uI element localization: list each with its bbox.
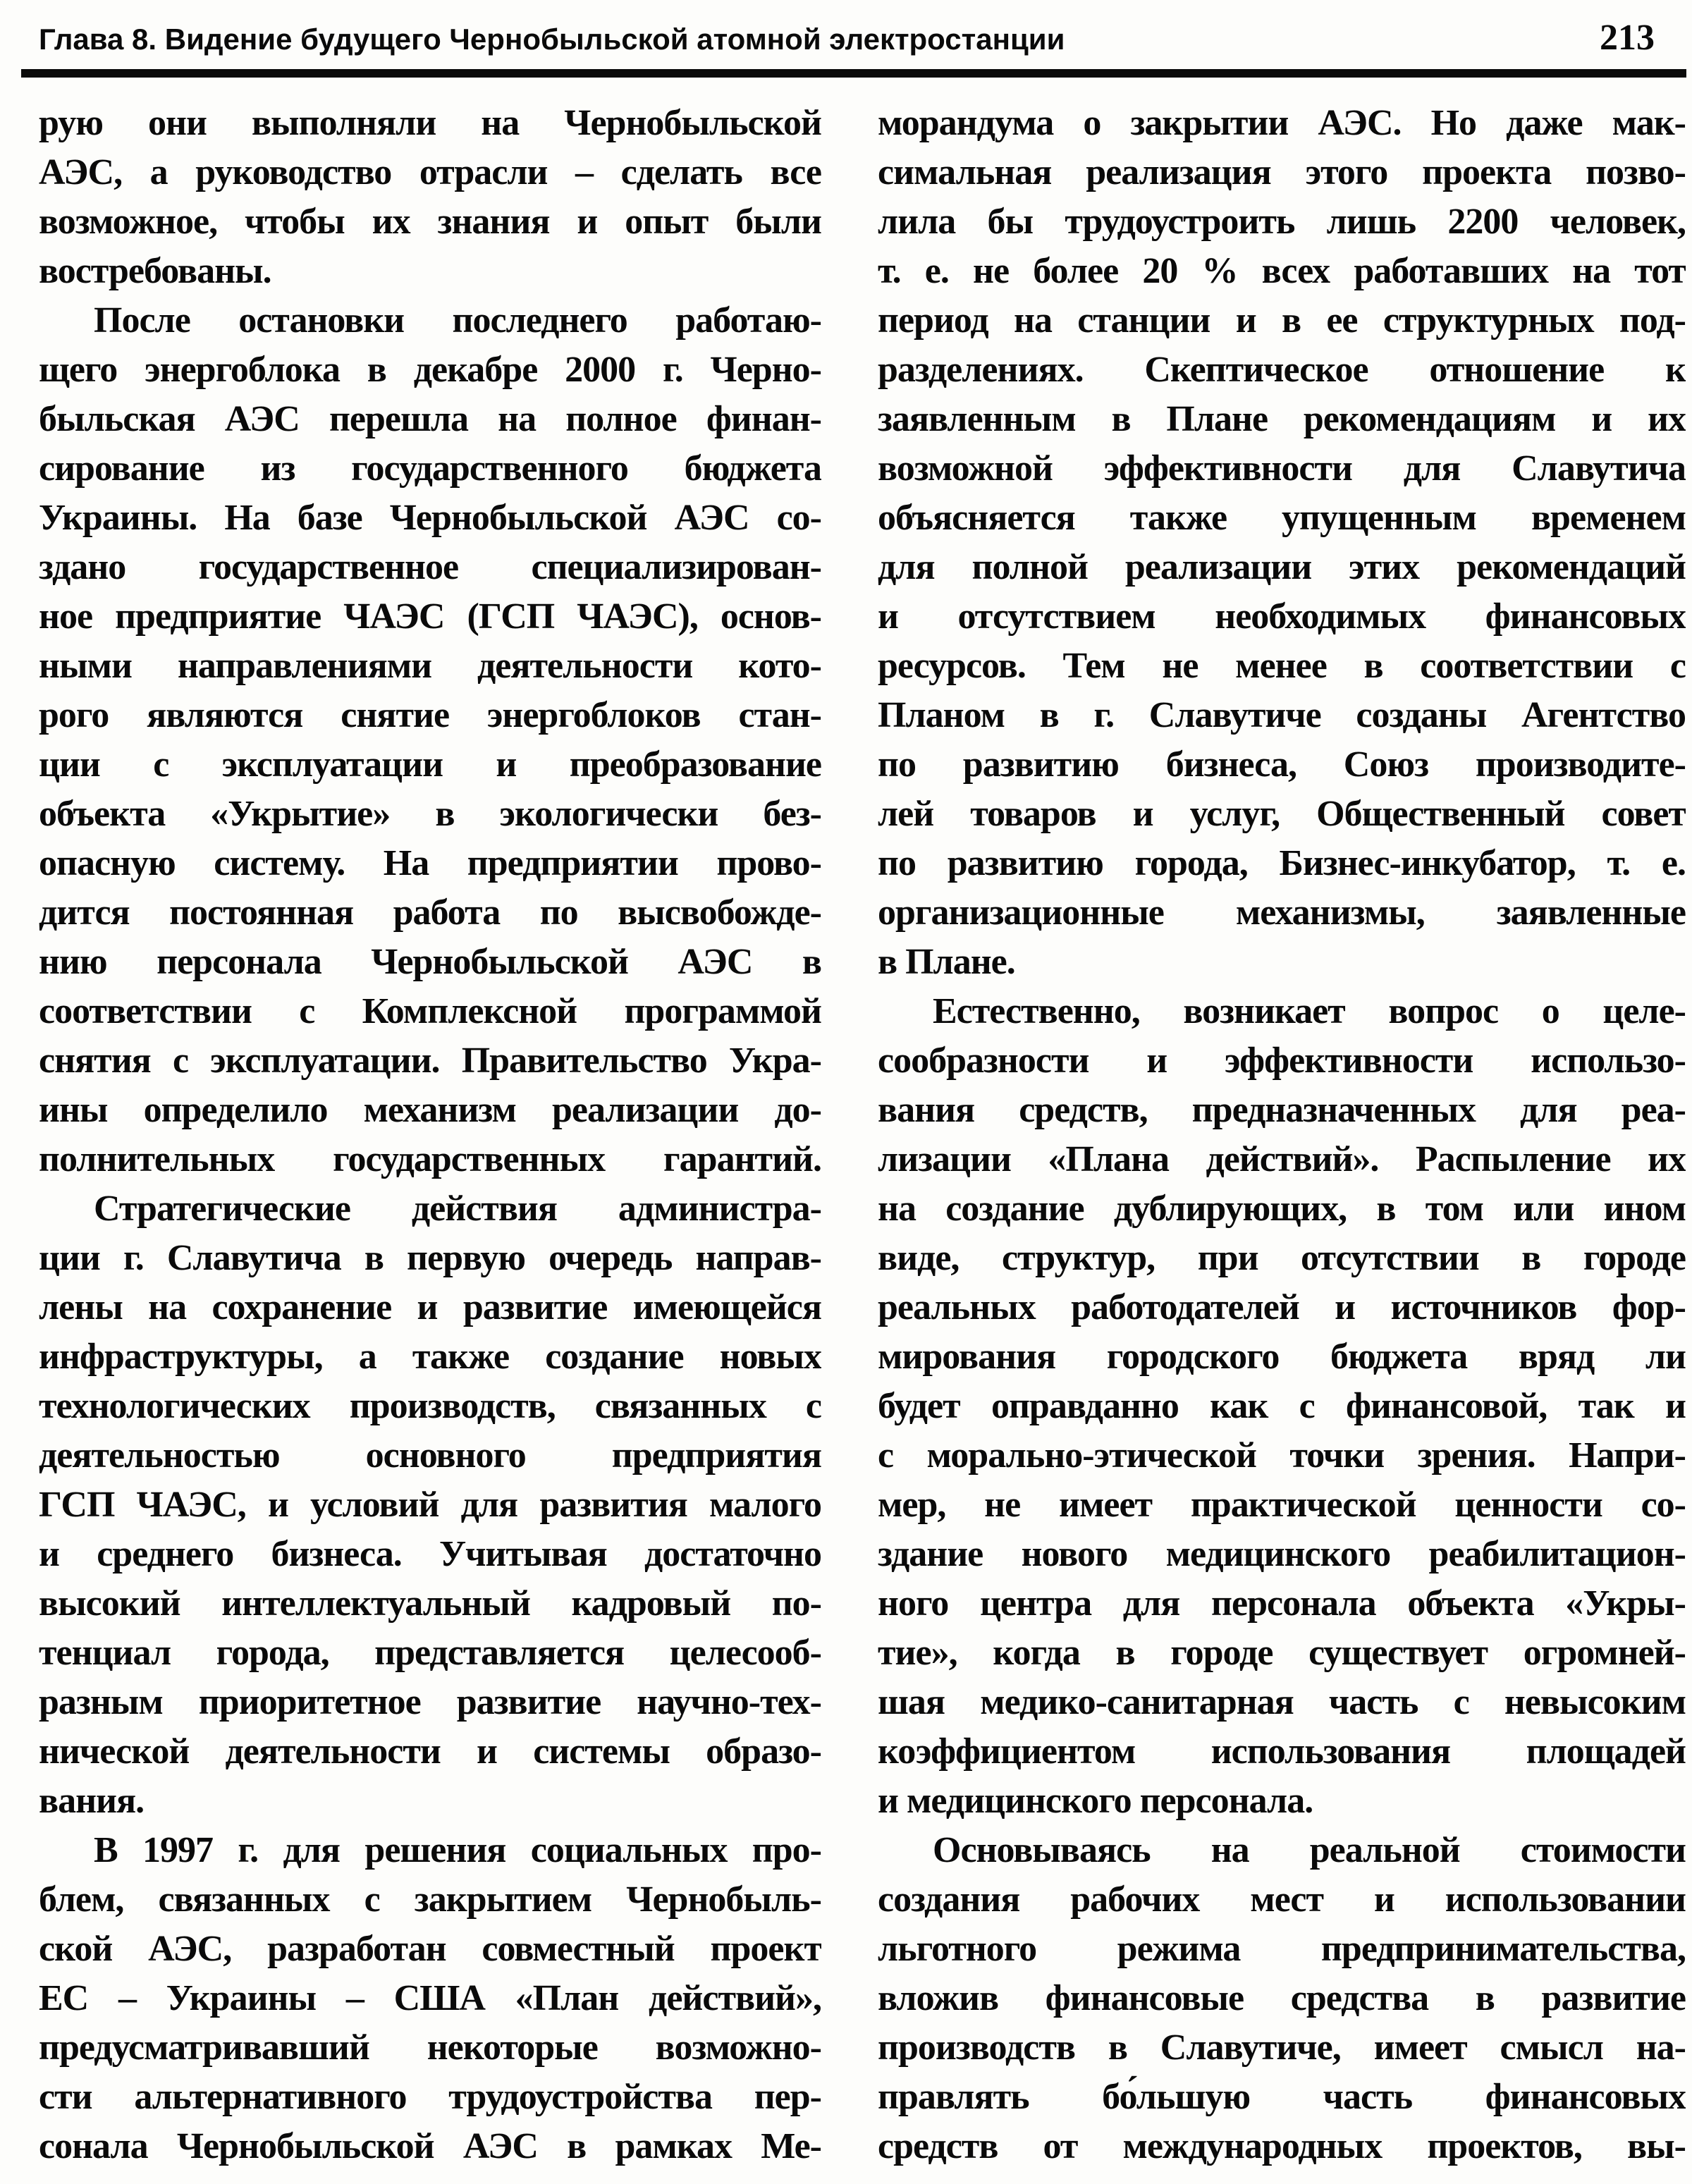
- text-line: симальная реализация этого проекта позво-: [878, 152, 1686, 192]
- text-line: рого являются снятие энергоблоков стан-: [39, 695, 821, 735]
- text-line: объясняется также упущенным временем: [878, 498, 1686, 538]
- text-line: в Плане.: [878, 942, 1015, 982]
- text-line: сообразности и эффективности использо-: [878, 1041, 1686, 1081]
- text-line: ными направлениями деятельности кото-: [39, 646, 821, 686]
- text-line: рую они выполняли на Чернобыльской: [39, 103, 821, 143]
- text-line: заявленным в Плане рекомендациям и их: [878, 399, 1686, 439]
- text-line: ины определило механизм реализации до-: [39, 1090, 821, 1130]
- text-line: виде, структур, при отсутствии в городе: [878, 1238, 1686, 1278]
- text-line: будет оправданно как с финансовой, так и: [878, 1386, 1686, 1426]
- text-line: морандума о закрытии АЭС. Но даже мак-: [878, 103, 1686, 143]
- text-line: шая медико-санитарная часть с невысоким: [878, 1682, 1686, 1722]
- text-line: средств от международных проектов, вы-: [878, 2126, 1686, 2166]
- text-line: Стратегические действия администра-: [94, 1189, 821, 1229]
- text-line: ЕС – Украины – США «План действий»,: [39, 1978, 821, 2018]
- running-header: [39, 17, 1655, 59]
- text-line: высокий интеллектуальный кадровый по-: [39, 1583, 821, 1624]
- text-line: нической деятельности и системы образо-: [39, 1731, 821, 1772]
- text-line: ное предприятие ЧАЭС (ГСП ЧАЭС), основ-: [39, 596, 821, 637]
- text-line: дится постоянная работа по высвобожде-: [39, 892, 821, 933]
- text-line: вания средств, предназначенных для реа-: [878, 1090, 1686, 1130]
- text-line: вания.: [39, 1781, 145, 1821]
- text-line: объекта «Укрытие» в экологически без-: [39, 794, 821, 834]
- text-column-left: [39, 99, 821, 2171]
- text-line: щего энергоблока в декабре 2000 г. Черно-: [39, 350, 821, 390]
- text-line: правлять бо́льшую часть финансовых: [878, 2077, 1686, 2117]
- text-line: соответствии с Комплексной программой: [39, 991, 821, 1031]
- text-line: сонала Чернобыльской АЭС в рамках Ме-: [39, 2126, 821, 2166]
- text-line: т. е. не более 20 % всех работавших на тот: [878, 251, 1686, 291]
- text-line: вложив финансовые средства в развитие: [878, 1978, 1686, 2018]
- text-line: технологических производств, связанных с: [39, 1386, 821, 1426]
- text-line: снятия с эксплуатации. Правительство Укра-: [39, 1041, 821, 1081]
- text-line: лизации «Плана действий». Распыление их: [878, 1139, 1686, 1179]
- text-line: ской АЭС, разработан совместный проект: [39, 1929, 821, 1969]
- text-line: Основываясь на реальной стоимости: [933, 1830, 1686, 1870]
- text-line: тие», когда в городе существует огромней-: [878, 1633, 1686, 1673]
- text-line: и среднего бизнеса. Учитывая достаточно: [39, 1534, 821, 1574]
- text-line: сирование из государственного бюджета: [39, 448, 821, 489]
- text-line: ресурсов. Тем не менее в соответствии с: [878, 646, 1686, 686]
- text-line: по развитию города, Бизнес-инкубатор, т. е.: [878, 843, 1686, 883]
- text-line: и медицинского персонала.: [878, 1781, 1313, 1821]
- text-line: лей товаров и услуг, Общественный совет: [878, 794, 1686, 834]
- chapter-header-title: Глава 8. Видение будущего Чернобыльской атомной электростанции: [39, 23, 1065, 56]
- text-line: сти альтернативного трудоустройства пер-: [39, 2077, 821, 2117]
- text-line: ции г. Славутича в первую очередь направ-: [39, 1238, 821, 1278]
- text-line: ного центра для персонала объекта «Укры-: [878, 1583, 1686, 1624]
- text-line: производств в Славутиче, имеет смысл на-: [878, 2027, 1686, 2068]
- text-line: предусматривавший некоторые возможно-: [39, 2027, 821, 2068]
- text-line: После остановки последнего работаю-: [94, 300, 821, 341]
- text-line: реальных работодателей и источников фор-: [878, 1287, 1686, 1327]
- text-line: период на станции и в ее структурных под-: [878, 300, 1686, 341]
- text-line: мер, не имеет практической ценности со-: [878, 1485, 1686, 1525]
- text-line: нию персонала Чернобыльской АЭС в: [39, 942, 821, 982]
- text-line: Естественно, возникает вопрос о целе-: [933, 991, 1686, 1031]
- text-line: быльская АЭС перешла на полное финан-: [39, 399, 821, 439]
- text-line: с морально-этической точки зрения. Напри-: [878, 1435, 1686, 1476]
- text-line: ГСП ЧАЭС, и условий для развития малого: [39, 1485, 821, 1525]
- text-line: Планом в г. Славутиче созданы Агентство: [878, 695, 1686, 735]
- text-line: коэффициентом использования площадей: [878, 1731, 1686, 1772]
- text-line: на создание дублирующих, в том или ином: [878, 1189, 1686, 1229]
- text-line: организационные механизмы, заявленные: [878, 892, 1686, 933]
- text-line: здано государственное специализирован-: [39, 547, 821, 587]
- text-line: лены на сохранение и развитие имеющейся: [39, 1287, 821, 1327]
- text-line: ции с эксплуатации и преобразование: [39, 744, 821, 785]
- text-line: для полной реализации этих рекомендаций: [878, 547, 1686, 587]
- text-line: разным приоритетное развитие научно-тех-: [39, 1682, 821, 1722]
- text-line: и отсутствием необходимых финансовых: [878, 596, 1686, 637]
- text-line: лила бы трудоустроить лишь 2200 человек,: [878, 202, 1686, 242]
- text-line: инфраструктуры, а также создание новых: [39, 1337, 821, 1377]
- text-line: АЭС, а руководство отрасли – сделать все: [39, 152, 821, 192]
- text-line: тенциал города, представляется целесооб-: [39, 1633, 821, 1673]
- text-line: по развитию бизнеса, Союз производите-: [878, 744, 1686, 785]
- text-line: Украины. На базе Чернобыльской АЭС со-: [39, 498, 821, 538]
- text-line: опасную систему. На предприятии прово-: [39, 843, 821, 883]
- text-line: востребованы.: [39, 251, 271, 291]
- text-line: мирования городского бюджета вряд ли: [878, 1337, 1686, 1377]
- text-column-right: [878, 99, 1686, 2171]
- text-line: льготного режима предпринимательства,: [878, 1929, 1686, 1969]
- page-number: 213: [1600, 18, 1655, 58]
- text-line: блем, связанных с закрытием Чернобыль-: [39, 1879, 821, 1920]
- text-line: возможной эффективности для Славутича: [878, 448, 1686, 489]
- text-line: полнительных государственных гарантий.: [39, 1139, 821, 1179]
- text-line: деятельностью основного предприятия: [39, 1435, 821, 1476]
- text-line: здание нового медицинского реабилитацион-: [878, 1534, 1686, 1574]
- text-line: разделениях. Скептическое отношение к: [878, 350, 1686, 390]
- text-line: В 1997 г. для решения социальных про-: [94, 1830, 821, 1870]
- text-line: возможное, чтобы их знания и опыт были: [39, 202, 821, 242]
- text-line: создания рабочих мест и использовании: [878, 1879, 1686, 1920]
- header-rule: [21, 69, 1686, 78]
